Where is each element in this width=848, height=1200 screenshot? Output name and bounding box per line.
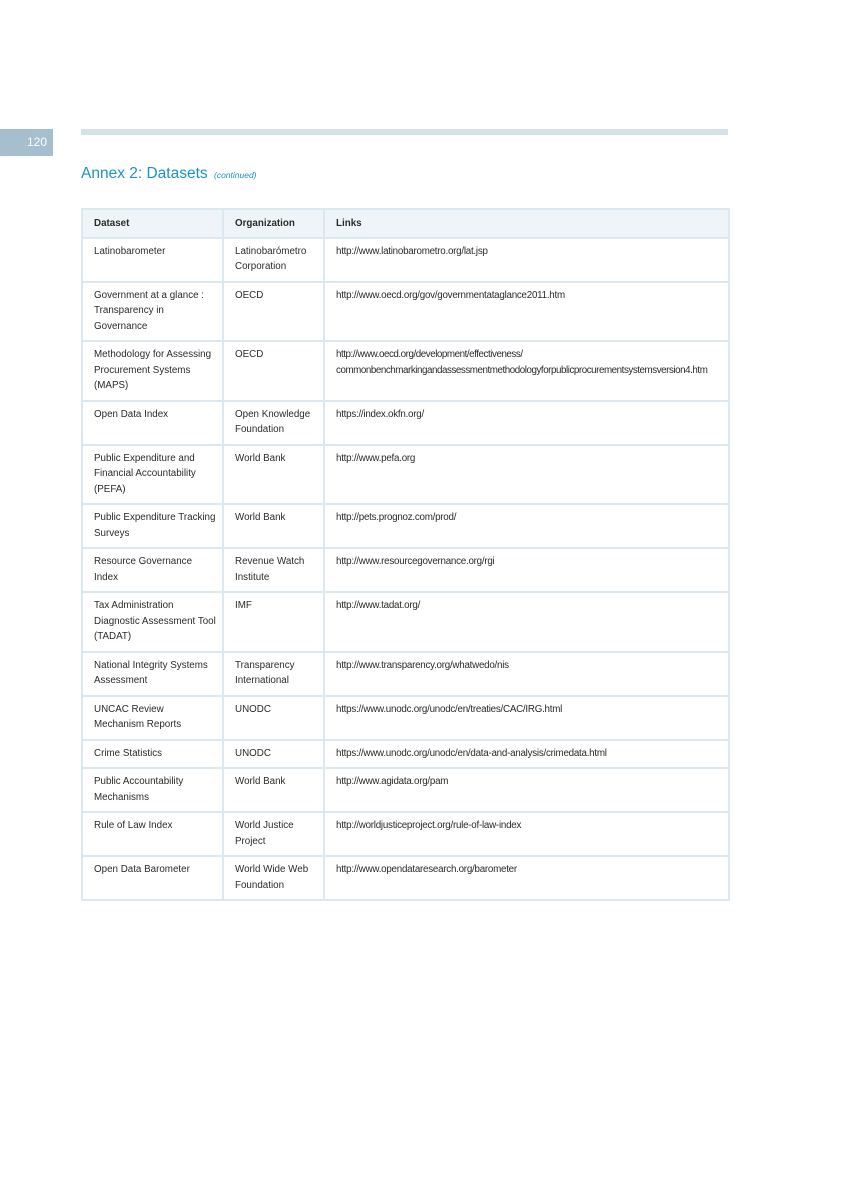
dataset-cell: Latinobarometer	[82, 238, 223, 282]
organization-cell: World Bank	[223, 768, 324, 812]
dataset-cell: Rule of Law Index	[82, 812, 223, 856]
link-cell[interactable]: http://www.tadat.org/	[324, 592, 729, 652]
column-header-links: Links	[324, 209, 729, 238]
organization-cell: Revenue Watch Institute	[223, 548, 324, 592]
dataset-cell: UNCAC Review Mechanism Reports	[82, 696, 223, 740]
link-cell[interactable]: http://pets.prognoz.com/prod/	[324, 504, 729, 548]
link-cell[interactable]: https://www.unodc.org/unodc/en/data-and-analysis/crimedata.html	[324, 740, 729, 769]
organization-cell: World Bank	[223, 504, 324, 548]
page-number: 120	[0, 129, 53, 156]
link-cell[interactable]: https://www.unodc.org/unodc/en/treaties/CAC/IRG.html	[324, 696, 729, 740]
organization-cell: World Justice Project	[223, 812, 324, 856]
section-title-text: Annex 2: Datasets	[81, 165, 208, 182]
dataset-cell: Tax Administration Diagnostic Assessment Tool (TADAT)	[82, 592, 223, 652]
link-cell[interactable]: http://www.pefa.org	[324, 445, 729, 505]
table-row	[82, 282, 729, 342]
column-header-dataset: Dataset	[82, 209, 223, 238]
link-cell[interactable]: http://www.latinobarometro.org/lat.jsp	[324, 238, 729, 282]
section-title	[81, 165, 257, 183]
section-subtitle: (continued)	[213, 170, 257, 180]
column-header-organization: Organization	[223, 209, 324, 238]
table-row	[82, 548, 729, 592]
organization-cell: World Wide Web Foundation	[223, 856, 324, 900]
organization-cell: OECD	[223, 282, 324, 342]
datasets-table	[81, 208, 730, 901]
table-row	[82, 504, 729, 548]
dataset-cell: Crime Statistics	[82, 740, 223, 769]
table-row	[82, 341, 729, 401]
dataset-cell: Public Expenditure and Financial Accountability (PEFA)	[82, 445, 223, 505]
organization-cell: World Bank	[223, 445, 324, 505]
organization-cell: Transparency International	[223, 652, 324, 696]
organization-cell: Open Knowledge Foundation	[223, 401, 324, 445]
table-row	[82, 740, 729, 769]
organization-cell: Latinobarómetro Corporation	[223, 238, 324, 282]
dataset-cell: Methodology for Assessing Procurement Systems (MAPS)	[82, 341, 223, 401]
dataset-cell: Resource Governance Index	[82, 548, 223, 592]
link-cell[interactable]: http://www.agidata.org/pam	[324, 768, 729, 812]
dataset-cell: Open Data Barometer	[82, 856, 223, 900]
header-rule	[81, 129, 728, 135]
organization-cell: UNODC	[223, 696, 324, 740]
link-cell[interactable]: http://www.resourcegovernance.org/rgi	[324, 548, 729, 592]
table-row	[82, 652, 729, 696]
link-cell[interactable]: http://www.oecd.org/gov/governmentataglance2011.htm	[324, 282, 729, 342]
table-row	[82, 696, 729, 740]
organization-cell: IMF	[223, 592, 324, 652]
table-row	[82, 401, 729, 445]
dataset-cell: Government at a glance : Transparency in Governance	[82, 282, 223, 342]
organization-cell: OECD	[223, 341, 324, 401]
dataset-cell: Public Expenditure Tracking Surveys	[82, 504, 223, 548]
link-cell[interactable]: http://www.oecd.org/development/effectiveness/ commonbenchmarkingandassessmentmethodologyforpublicprocurementsystemsversion4.htm	[324, 341, 729, 401]
table-row	[82, 238, 729, 282]
link-cell[interactable]: http://www.transparency.org/whatwedo/nis	[324, 652, 729, 696]
dataset-cell: Open Data Index	[82, 401, 223, 445]
link-cell[interactable]: http://www.opendataresearch.org/barometer	[324, 856, 729, 900]
table-row	[82, 812, 729, 856]
link-cell[interactable]: https://index.okfn.org/	[324, 401, 729, 445]
table-row	[82, 768, 729, 812]
table-row	[82, 592, 729, 652]
link-cell[interactable]: http://worldjusticeproject.org/rule-of-law-index	[324, 812, 729, 856]
table-row	[82, 445, 729, 505]
dataset-cell: Public Accountability Mechanisms	[82, 768, 223, 812]
table-header-row	[82, 209, 729, 238]
dataset-cell: National Integrity Systems Assessment	[82, 652, 223, 696]
table-row	[82, 856, 729, 900]
organization-cell: UNODC	[223, 740, 324, 769]
